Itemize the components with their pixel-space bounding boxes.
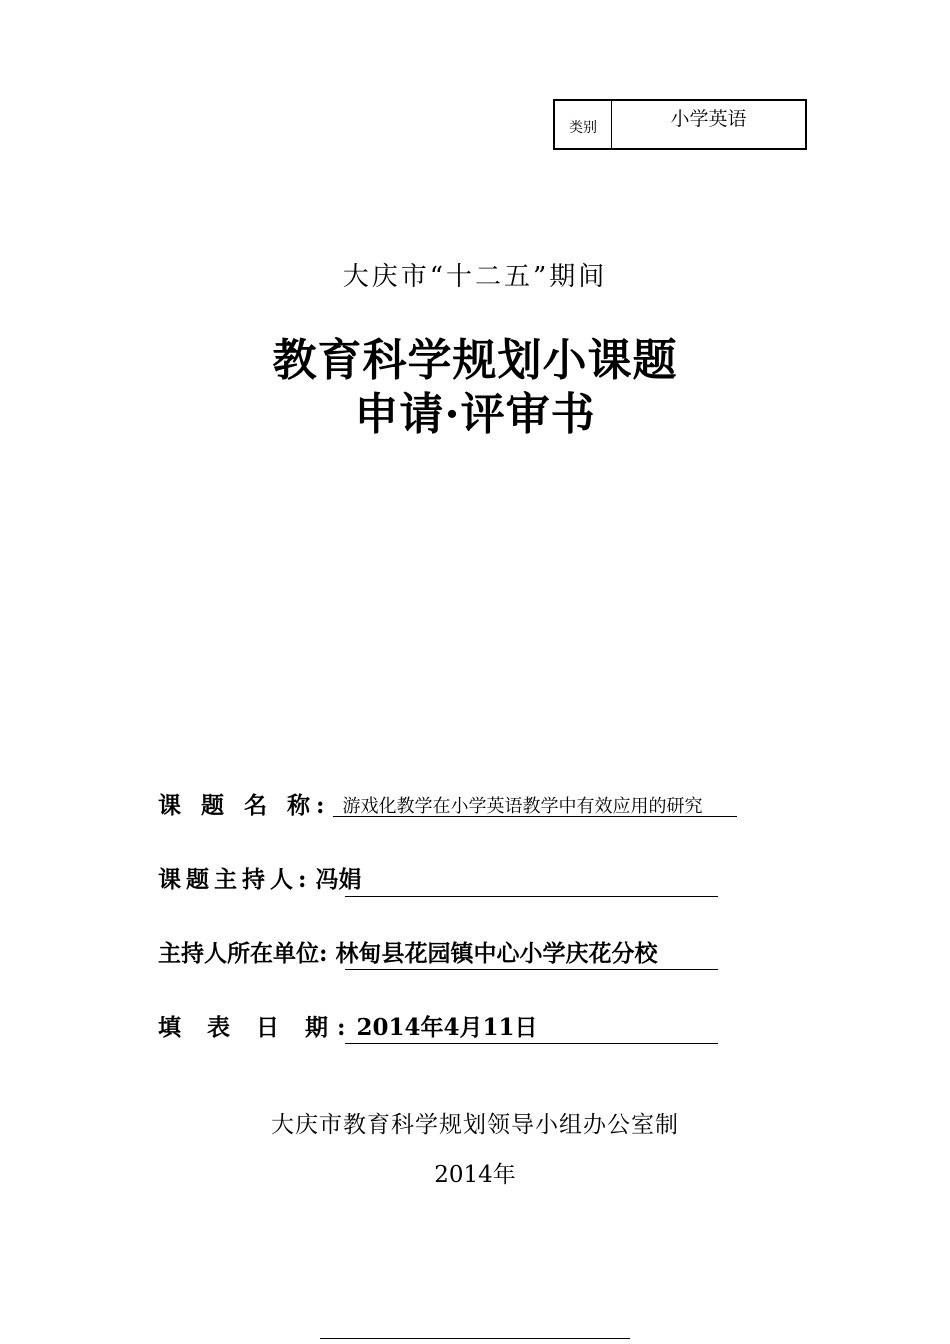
field-host-value: 冯娟 [315,866,362,893]
field-unit [158,928,658,968]
field-date-underline [345,1043,718,1044]
field-host-underline [345,896,718,897]
field-date-label: 填 表 日 期: [158,1014,355,1041]
field-date [158,1002,538,1042]
category-value: 小学英语 [670,108,747,130]
field-topic [158,780,703,820]
category-box [553,99,807,150]
field-topic-value: 游戏化教学在小学英语教学中有效应用的研究 [342,796,703,817]
document-title-line1: 教育科学规划小课题 [272,335,678,386]
field-host-label: 课题主持人: [158,866,312,893]
document-title-line2: 申请·评审书 [354,389,596,440]
field-unit-value: 林甸县花园镇中心小学庆花分校 [335,940,658,967]
document-subtitle: 大庆市“十二五”期间 [342,262,608,292]
field-topic-underline [333,816,737,817]
field-unit-label: 主持人所在单位: [158,940,328,967]
field-host [158,854,362,894]
field-unit-underline [345,969,718,970]
field-date-value: 2014年4月11日 [356,1014,538,1041]
bottom-divider [320,1338,630,1339]
issue-year: 2014年 [434,1162,516,1188]
field-topic-label: 课 题 名 称: [158,792,331,819]
issuer-organization: 大庆市教育科学规划领导小组办公室制 [271,1112,679,1138]
category-label: 类别 [555,101,612,148]
